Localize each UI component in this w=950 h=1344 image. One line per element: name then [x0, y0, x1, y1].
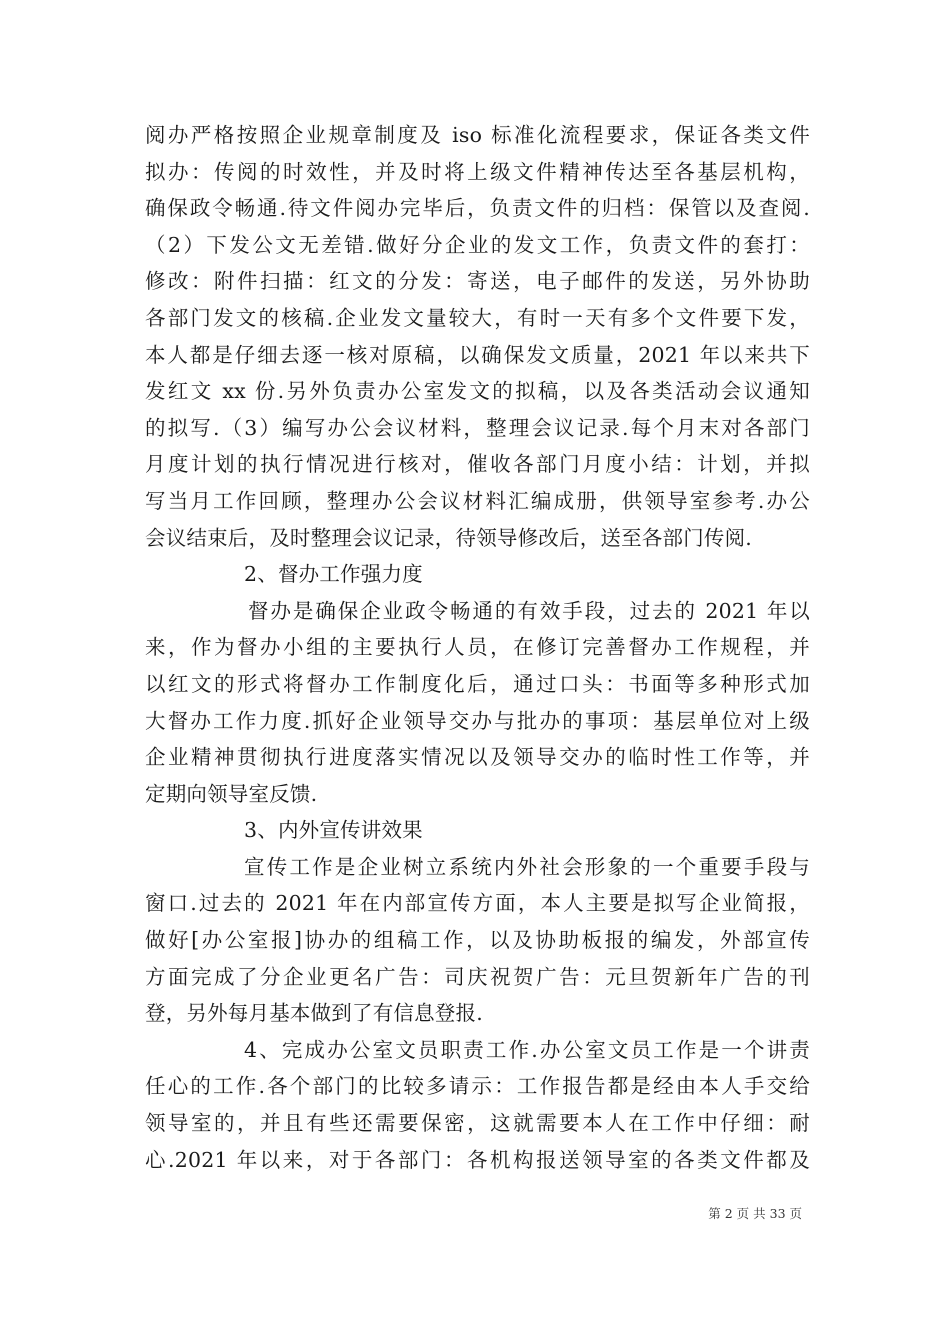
document-body [145, 117, 810, 1178]
text-line: 方面完成了分企业更名广告：司庆祝贺广告：元旦贺新年广告的刊 [145, 964, 810, 989]
text-line: 月度计划的执行情况进行核对，催收各部门月度小结：计划，并拟 [145, 452, 810, 477]
text-line: 宣传工作是企业树立系统内外社会形象的一个重要手段与 [244, 854, 810, 879]
text-line: 以红文的形式将督办工作制度化后，通过口头：书面等多种形式加 [145, 671, 810, 696]
text-line: 拟办：传阅的时效性，并及时将上级文件精神传达至各基层机构， [145, 159, 810, 184]
text-line: 4、完成办公室文员职责工作.办公室文员工作是一个讲责 [244, 1037, 810, 1062]
text-line: 大督办工作力度.抓好企业领导交办与批办的事项：基层单位对上级 [145, 708, 810, 733]
text-line: 确保政令畅通.待文件阅办完毕后，负责文件的归档：保管以及查阅. [145, 196, 810, 221]
text-line: 各部门发文的核稿.企业发文量较大，有时一天有多个文件要下发， [145, 305, 810, 330]
text-line: 领导室的，并且有些还需要保密，这就需要本人在工作中仔细：耐 [145, 1111, 810, 1136]
text-line: 登，另外每月基本做到了有信息登报. [145, 1001, 483, 1026]
text-line: 做好[办公室报]协办的组稿工作，以及协助板报的编发，外部宣传 [145, 928, 810, 953]
text-line: 来，作为督办小组的主要执行人员，在修订完善督办工作规程，并 [145, 635, 810, 660]
text-line: 定期向领导室反馈. [145, 781, 318, 806]
text-line: 任心的工作.各个部门的比较多请示：工作报告都是经由本人手交给 [145, 1074, 810, 1099]
section-heading: 2、督办工作强力度 [244, 562, 423, 587]
text-line: 会议结束后，及时整理会议记录，待领导修改后，送至各部门传阅. [145, 525, 753, 550]
text-line: 修改：附件扫描：红文的分发：寄送，电子邮件的发送，另外协助 [145, 269, 810, 294]
page-number-footer: 第 2 页 共 33 页 [708, 1206, 802, 1221]
text-line: （2）下发公文无差错.做好分企业的发文工作，负责文件的套打： [145, 232, 810, 257]
section-heading: 3、内外宣传讲效果 [244, 818, 423, 843]
text-line: 企业精神贯彻执行进度落实情况以及领导交办的临时性工作等，并 [145, 745, 810, 770]
text-line: 窗口.过去的 2021 年在内部宣传方面，本人主要是拟写企业简报， [145, 891, 810, 916]
text-line: 写当月工作回顾，整理办公会议材料汇编成册，供领导室参考.办公 [145, 488, 810, 513]
text-line: 本人都是仔细去逐一核对原稿，以确保发文质量，2021 年以来共下 [145, 342, 810, 367]
text-line: 发红文 xx 份.另外负责办公室发文的拟稿，以及各类活动会议通知 [145, 379, 810, 404]
text-line: 阅办严格按照企业规章制度及 iso 标准化流程要求，保证各类文件 [145, 123, 810, 147]
text-line: 的拟写.（3）编写办公会议材料，整理会议记录.每个月末对各部门 [145, 415, 810, 440]
text-line: 心.2021 年以来，对于各部门：各机构报送领导室的各类文件都及 [145, 1147, 810, 1172]
text-line: 督办是确保企业政令畅通的有效手段，过去的 2021 年以 [248, 598, 810, 623]
